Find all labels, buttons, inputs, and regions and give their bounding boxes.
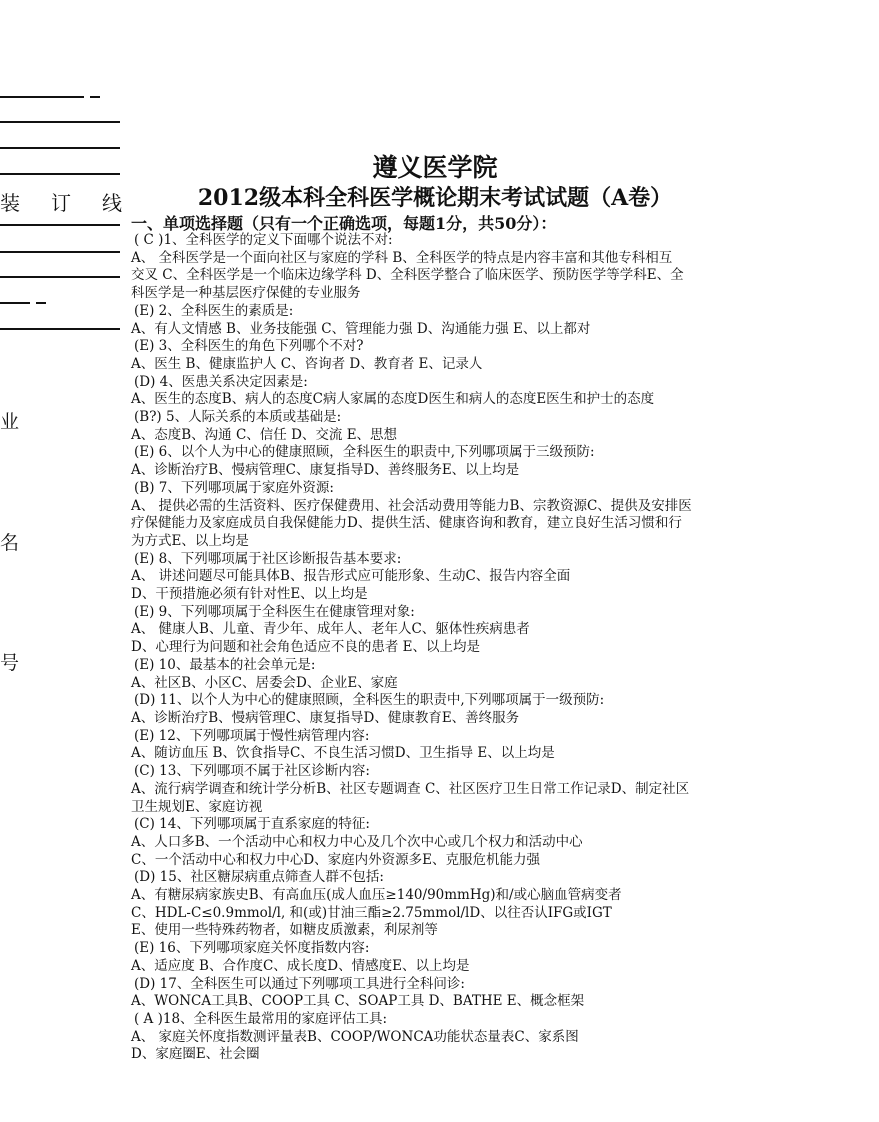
question-line: (D) 4、医患关系决定因素是: <box>134 373 308 390</box>
question-line: (E) 9、下列哪项属于全科医生在健康管理对象: <box>134 603 415 620</box>
option-line: A、有人文情感 B、业务技能强 C、管理能力强 D、沟通能力强 E、以上都对 <box>131 320 591 337</box>
option-line: A、WONCA工具B、COOP工具 C、SOAP工具 D、BATHE E、概念框架 <box>131 993 585 1010</box>
section-title: 一、单项选择题（只有一个正确选项，每题1分，共50分）： <box>131 214 557 233</box>
option-line: A、 全科医学是一个面向社区与家庭的学科 B、全科医学的特点是内容丰富和其他专科相互 <box>131 249 673 266</box>
question-line: (B) 7、下列哪项属于家庭外资源: <box>134 479 334 496</box>
question-line: (E) 12、下列哪项属于慢性病管理内容: <box>134 727 370 744</box>
option-line: A、医生的态度B、病人的态度C病人家属的态度D医生和病人的态度E医生和护士的态度 <box>131 391 655 408</box>
question-line: (E) 3、全科医生的角色下列哪个不对? <box>134 338 364 355</box>
option-line: A、有糖尿病家族史B、有高血压(成人血压≥140/90mmHg)和/或心脑血管病变者 <box>131 887 622 904</box>
binding-char: 订 <box>51 191 71 215</box>
question-line: (C) 13、下列哪项不属于社区诊断内容: <box>134 763 370 780</box>
option-line: C、一个活动中心和权力中心D、家庭内外资源多E、克服危机能力强 <box>131 851 541 868</box>
question-line: (E) 6、以个人为中心的健康照顾，全科医生的职责中,下列哪项属于三级预防: <box>134 444 595 461</box>
margin-line <box>90 96 100 98</box>
question-line: ( C )1、全科医学的定义下面哪个说法不对: <box>134 232 393 248</box>
margin-line <box>0 224 120 226</box>
option-line: 科医学是一种基层医疗保健的专业服务 <box>131 285 361 302</box>
exam-title: 2012级本科全科医学概论期末考试试题（A卷） <box>197 185 673 211</box>
option-line: A、 提供必需的生活资料、医疗保健费用、社会活动费用等能力B、宗教资源C、提供及安排医 <box>131 497 692 514</box>
question-line: (D) 11、以个人为中心的健康照顾，全科医生的职责中,下列哪项属于一级预防: <box>134 692 605 709</box>
option-line: E、使用一些特殊药物者，如糖皮质激素，利尿剂等 <box>131 922 438 939</box>
option-line: D、干预措施必须有针对性E、以上均是 <box>131 586 368 603</box>
id-field-label: 号 <box>0 652 20 674</box>
option-line: A、流行病学调查和统计学分析B、社区专题调查 C、社区医疗卫生日常工作记录D、制定社区 <box>131 780 690 797</box>
name-field-label: 名 <box>0 532 20 554</box>
binding-char: 线 <box>102 191 122 215</box>
margin-line <box>36 302 46 304</box>
margin-line <box>0 328 120 330</box>
margin-line <box>0 121 120 123</box>
option-line: D、家庭圈E、社会圈 <box>131 1046 260 1063</box>
margin-line <box>0 276 120 278</box>
question-line: (D) 17、全科医生可以通过下列哪项工具进行全科问诊: <box>134 975 465 992</box>
option-line: A、 讲述问题尽可能具体B、报告形式应可能形象、生动C、报告内容全面 <box>131 568 571 585</box>
margin-line <box>0 173 120 175</box>
major-field-label: 业 <box>0 411 20 433</box>
option-line: A、 家庭关怀度指数测评量表B、COOP/WONCA功能状态量表C、家系图 <box>131 1028 579 1045</box>
school-name: 遵义医学院 <box>372 153 498 182</box>
question-line: (E) 8、下列哪项属于社区诊断报告基本要求: <box>134 550 402 567</box>
option-line: 为方式E、以上均是 <box>131 532 249 549</box>
option-line: 交叉 C、全科医学是一个临床边缘学科 D、全科医学整合了临床医学、预防医学等学科E、全 <box>131 267 684 284</box>
binding-margin <box>0 0 130 1122</box>
option-line: A、诊断治疗B、慢病管理C、康复指导D、善终服务E、以上均是 <box>131 462 520 479</box>
option-line: A、诊断治疗B、慢病管理C、康复指导D、健康教育E、善终服务 <box>131 709 520 726</box>
option-line: A、人口多B、一个活动中心和权力中心及几个次中心或几个权力和活动中心 <box>131 833 583 850</box>
binding-line-label <box>0 187 122 216</box>
question-line: (B?) 5、人际关系的本质或基础是: <box>134 409 342 426</box>
option-line: A、医生 B、健康监护人 C、咨询者 D、教育者 E、记录人 <box>131 355 483 372</box>
option-line: A、适应度 B、合作度C、成长度D、情感度E、以上均是 <box>131 957 470 974</box>
option-line: A、随访血压 B、饮食指导C、不良生活习惯D、卫生指导 E、以上均是 <box>131 745 555 762</box>
question-line: ( A )18、全科医生最常用的家庭评估工具: <box>134 1010 388 1027</box>
option-line: C、HDL-C≤0.9mmol/l, 和(或)甘油三酯≥2.75mmol/lD、以往否认IFG或IGT <box>131 904 612 921</box>
option-line: A、态度B、沟通 C、信任 D、交流 E、思想 <box>131 426 398 443</box>
question-line: (E) 16、下列哪项家庭关怀度指数内容: <box>134 940 370 957</box>
option-line: A、 健康人B、儿童、青少年、成年人、老年人C、躯体性疾病患者 <box>131 621 530 638</box>
option-line: A、社区B、小区C、居委会D、企业E、家庭 <box>131 674 398 691</box>
question-list <box>131 232 747 1064</box>
question-line: (E) 2、全科医生的素质是: <box>134 302 294 319</box>
binding-char: 装 <box>0 191 20 215</box>
question-line: (D) 15、社区糖尿病重点筛查人群不包括: <box>134 869 384 886</box>
option-line: 疗保健能力及家庭成员自我保健能力D、提供生活、健康咨询和教育，建立良好生活习惯和行 <box>131 515 682 532</box>
option-line: 卫生规划E、家庭访视 <box>131 798 263 815</box>
question-line: (E) 10、最基本的社会单元是: <box>134 656 316 673</box>
option-line: D、心理行为问题和社会角色适应不良的患者 E、以上均是 <box>131 639 480 656</box>
margin-line <box>0 302 30 304</box>
question-line: (C) 14、下列哪项属于直系家庭的特征: <box>134 816 370 833</box>
margin-line <box>0 251 120 253</box>
margin-line <box>0 96 84 98</box>
margin-line <box>0 147 120 149</box>
